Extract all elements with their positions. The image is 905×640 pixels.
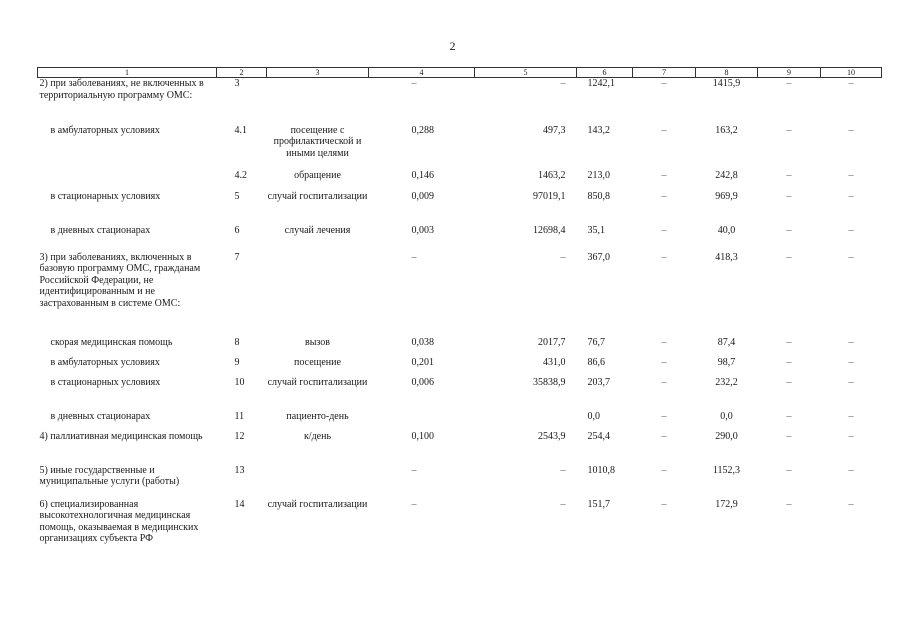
value-col-8: 242,8 — [715, 169, 738, 181]
unit-of-measure: вызов — [304, 336, 331, 348]
value-col-10: – — [848, 224, 854, 236]
row-label: в дневных стационарах — [50, 410, 151, 422]
value-col-9: – — [786, 356, 792, 368]
column-header: 1 — [38, 68, 217, 78]
unit-of-measure: пациенто-день — [286, 410, 349, 422]
table-row — [38, 357, 882, 377]
unit-of-measure: к/день — [303, 430, 332, 442]
value-col-6: 143,2 — [587, 124, 610, 136]
table-row — [38, 125, 882, 170]
cost-norm — [475, 411, 577, 431]
column-header: 9 — [758, 68, 821, 78]
value-col-10: – — [848, 78, 854, 89]
volume-norm: – — [411, 251, 417, 263]
cost-norm: 1463,2 — [538, 169, 566, 181]
value-col-7: – — [661, 430, 667, 442]
row-number: 10 — [234, 376, 245, 388]
value-col-8: 1415,9 — [712, 78, 741, 89]
cost-norm: 2543,9 — [538, 430, 566, 442]
table-row — [38, 170, 882, 191]
value-col-10: – — [848, 410, 854, 422]
unit-of-measure — [267, 465, 369, 499]
cost-norm: 497,3 — [543, 124, 566, 136]
row-label: в амбулаторных условиях — [50, 356, 160, 368]
value-col-9: – — [786, 336, 792, 348]
value-col-7: – — [661, 376, 667, 388]
table-row — [38, 337, 882, 357]
volume-norm: 0,003 — [411, 224, 434, 236]
column-header: 8 — [696, 68, 758, 78]
row-number: 3 — [234, 78, 240, 89]
volume-norm: 0,288 — [411, 124, 434, 136]
table-row — [38, 499, 882, 569]
row-label: 4) паллиативная медицинская помощь — [39, 430, 203, 442]
column-header: 3 — [267, 68, 369, 78]
unit-of-measure — [267, 78, 369, 125]
value-col-6: 367,0 — [587, 251, 610, 263]
unit-of-measure — [267, 252, 369, 337]
value-col-7: – — [661, 251, 667, 263]
value-col-10: – — [848, 464, 854, 476]
cost-norm: 431,0 — [543, 356, 566, 368]
value-col-9: – — [786, 376, 792, 388]
value-col-9: – — [786, 124, 792, 136]
table-row — [38, 191, 882, 225]
value-col-8: 87,4 — [717, 336, 736, 348]
table-body — [38, 78, 882, 569]
value-col-7: – — [661, 78, 667, 89]
table-row — [38, 411, 882, 431]
value-col-7: – — [661, 224, 667, 236]
value-col-10: – — [848, 430, 854, 442]
unit-of-measure: посещение — [294, 356, 341, 368]
unit-of-measure: случай госпитализации — [267, 498, 368, 510]
cost-norm: – — [560, 251, 566, 263]
row-label: в амбулаторных условиях — [50, 124, 160, 136]
value-col-9: – — [786, 190, 792, 202]
cost-norm: 97019,1 — [533, 190, 566, 202]
row-label: 2) при заболеваниях, не включенных в территориальную программу ОМС: — [39, 78, 204, 101]
volume-norm: 0,006 — [411, 376, 434, 388]
value-col-9: – — [786, 169, 792, 181]
table-row — [38, 431, 882, 465]
value-col-8: 1152,3 — [712, 464, 741, 476]
value-col-6: 0,0 — [587, 410, 600, 422]
volume-norm — [369, 411, 475, 431]
row-number: 14 — [234, 498, 245, 510]
volume-norm: – — [411, 78, 417, 89]
value-col-8: 98,7 — [717, 356, 736, 368]
value-col-6: 254,4 — [587, 430, 610, 442]
row-label: 5) иные государственные и муниципальные услуги (работы) — [39, 464, 180, 487]
column-header: 5 — [475, 68, 577, 78]
value-col-8: 163,2 — [715, 124, 738, 136]
unit-of-measure: посещение с профилактической и иными целями — [273, 124, 362, 159]
value-col-7: – — [661, 464, 667, 476]
volume-norm: 0,009 — [411, 190, 434, 202]
value-col-8: 969,9 — [715, 190, 738, 202]
value-col-6: 213,0 — [587, 169, 610, 181]
column-number-row — [38, 68, 882, 78]
page-number: 2 — [449, 39, 456, 53]
row-label: скорая медицинская помощь — [50, 336, 173, 348]
row-label — [38, 170, 217, 191]
value-col-7: – — [661, 124, 667, 136]
value-col-9: – — [786, 78, 792, 89]
value-col-7: – — [661, 190, 667, 202]
value-col-6: 1242,1 — [587, 78, 615, 89]
cost-norm: 35838,9 — [533, 376, 566, 388]
row-number: 4.1 — [234, 124, 247, 136]
value-col-10: – — [848, 336, 854, 348]
column-header: 4 — [369, 68, 475, 78]
row-label: в стационарных условиях — [50, 190, 161, 202]
table-row — [38, 225, 882, 252]
value-col-10: – — [848, 124, 854, 136]
volume-norm: 0,100 — [411, 430, 434, 442]
row-number: 9 — [234, 356, 240, 368]
volume-norm: 0,146 — [411, 169, 434, 181]
value-col-10: – — [848, 376, 854, 388]
cost-norm: – — [560, 498, 566, 510]
value-col-7: – — [661, 498, 667, 510]
row-label: 6) специализированная высокотехнологичная медицинская помощь, оказываемая в медицинских организациях субъекта РФ — [39, 498, 199, 544]
volume-norm: – — [411, 464, 417, 476]
table-row — [38, 465, 882, 499]
value-col-6: 151,7 — [587, 498, 610, 510]
value-col-8: 172,9 — [715, 498, 738, 510]
cost-norm: – — [560, 78, 566, 89]
value-col-7: – — [661, 336, 667, 348]
value-col-8: 0,0 — [720, 410, 733, 422]
row-number: 6 — [234, 224, 240, 236]
cost-norm: 12698,4 — [533, 224, 566, 236]
value-col-6: 76,7 — [587, 336, 605, 348]
table-row — [38, 78, 882, 125]
row-label: в стационарных условиях — [50, 376, 161, 388]
value-col-8: 232,2 — [715, 376, 738, 388]
value-col-8: 40,0 — [717, 224, 736, 236]
table-row — [38, 252, 882, 337]
value-col-9: – — [786, 410, 792, 422]
row-label: 3) при заболеваниях, включенных в базовую программу ОМС, гражданам Российской Федерации, не идентифицированным и не застрахованным в системе ОМС: — [39, 251, 201, 309]
column-header: 10 — [821, 68, 882, 78]
value-col-9: – — [786, 224, 792, 236]
norms-table — [37, 67, 882, 569]
value-col-10: – — [848, 251, 854, 263]
row-number: 7 — [234, 251, 240, 263]
unit-of-measure: обращение — [294, 169, 341, 181]
value-col-9: – — [786, 430, 792, 442]
row-number: 11 — [234, 410, 245, 422]
value-col-10: – — [848, 356, 854, 368]
column-header: 7 — [633, 68, 696, 78]
column-header: 2 — [217, 68, 267, 78]
value-col-7: – — [661, 356, 667, 368]
unit-of-measure: случай лечения — [284, 224, 351, 236]
column-header: 6 — [577, 68, 633, 78]
value-col-9: – — [786, 251, 792, 263]
value-col-6: 850,8 — [587, 190, 610, 202]
row-number: 12 — [234, 430, 245, 442]
value-col-6: 86,6 — [587, 356, 605, 368]
row-number: 5 — [234, 190, 240, 202]
row-number: 4.2 — [234, 169, 247, 181]
value-col-10: – — [848, 498, 854, 510]
value-col-10: – — [848, 190, 854, 202]
value-col-10: – — [848, 169, 854, 181]
value-col-9: – — [786, 498, 792, 510]
row-number: 13 — [234, 464, 245, 476]
unit-of-measure: случай госпитализации — [267, 190, 368, 202]
value-col-9: – — [786, 464, 792, 476]
cost-norm: – — [560, 464, 566, 476]
table-row — [38, 377, 882, 411]
row-number: 8 — [234, 336, 240, 348]
value-col-6: 1010,8 — [587, 464, 615, 476]
value-col-6: 203,7 — [587, 376, 610, 388]
value-col-7: – — [661, 410, 667, 422]
cost-norm: 2017,7 — [538, 336, 566, 348]
volume-norm: 0,038 — [411, 336, 434, 348]
value-col-6: 35,1 — [587, 224, 605, 236]
value-col-7: – — [661, 169, 667, 181]
volume-norm: – — [411, 498, 417, 510]
unit-of-measure: случай госпитализации — [267, 376, 368, 388]
row-label: в дневных стационарах — [50, 224, 151, 236]
value-col-8: 290,0 — [715, 430, 738, 442]
value-col-8: 418,3 — [715, 251, 738, 263]
volume-norm: 0,201 — [411, 356, 434, 368]
